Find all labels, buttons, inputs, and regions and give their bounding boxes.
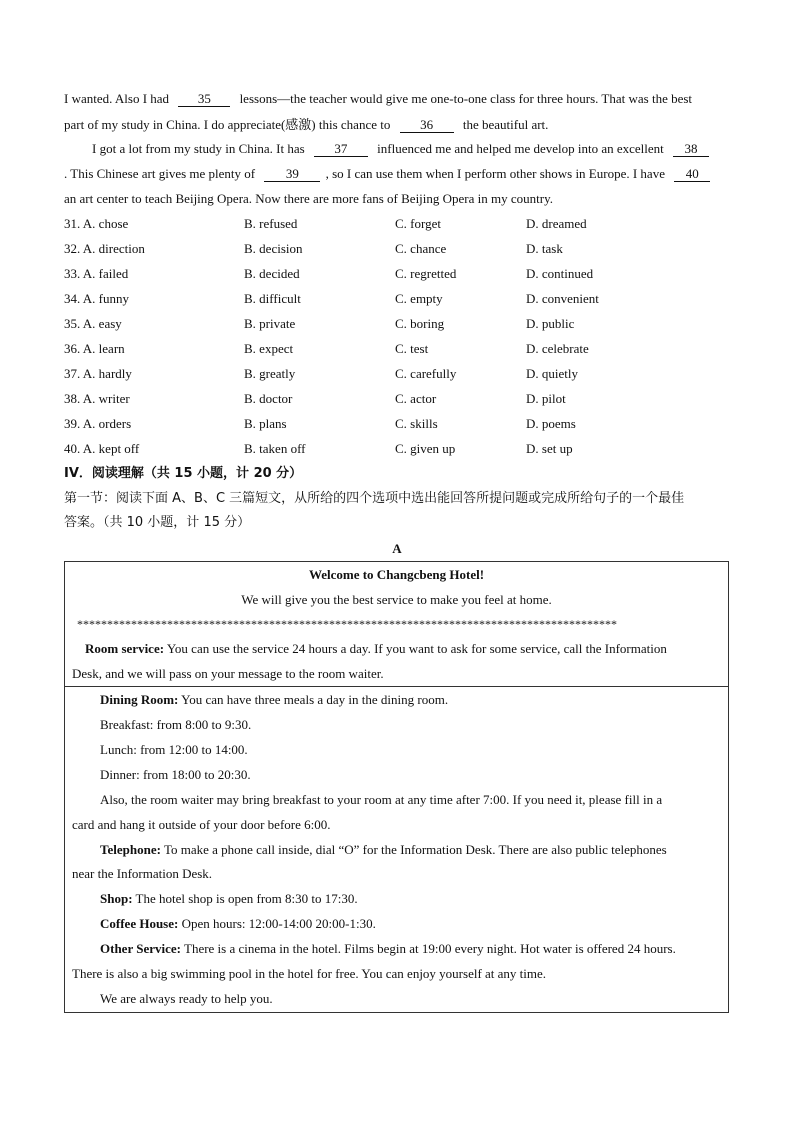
option-b: B. expect xyxy=(244,341,294,356)
shop-line xyxy=(100,890,358,908)
blank-38: 38 xyxy=(673,141,709,157)
other-service-line-1 xyxy=(100,940,676,958)
option-row xyxy=(64,415,734,433)
breakfast-room-line-2: card and hang it outside of your door before 6:00. xyxy=(72,817,331,832)
telephone-line-1 xyxy=(100,841,667,859)
option-d: D. public xyxy=(526,316,575,331)
telephone-label: Telephone: xyxy=(100,842,161,857)
option-a: 32. A. direction xyxy=(64,241,145,256)
cloze-line-2 xyxy=(64,116,548,134)
cloze-line-3 xyxy=(92,140,709,158)
option-c: C. test xyxy=(395,341,429,356)
dining-room-text: You can have three meals a day in the dining room. xyxy=(181,692,449,707)
telephone-text: To make a phone call inside, dial “O” for the Information Desk. There are also public telephones xyxy=(163,842,667,857)
option-d: D. convenient xyxy=(526,291,599,306)
other-service-text: There is a cinema in the hotel. Films begin at 19:00 every night. Hot water is offered 24 hours. xyxy=(184,941,676,956)
section-heading: IV．阅读理解（共 15 小题，计 20 分） xyxy=(64,466,303,481)
option-row xyxy=(64,440,734,458)
option-d: D. poems xyxy=(526,416,576,431)
shop-label: Shop: xyxy=(100,891,133,906)
breakfast-hours: Breakfast: from 8:00 to 9:30. xyxy=(100,717,252,732)
dining-room-line xyxy=(100,691,448,709)
lunch-hours: Lunch: from 12:00 to 14:00. xyxy=(100,742,248,757)
blank-36: 36 xyxy=(400,117,454,133)
cloze-line-1 xyxy=(64,90,692,108)
option-a: 39. A. orders xyxy=(64,416,132,431)
option-b: B. refused xyxy=(244,216,298,231)
option-c: C. forget xyxy=(395,216,441,231)
cloze-text: I got a lot from my study in China. It has xyxy=(92,141,305,156)
hotel-subtitle: We will give you the best service to make you feel at home. xyxy=(241,592,552,607)
dinner-hours: Dinner: from 18:00 to 20:30. xyxy=(100,767,251,782)
breakfast-room-line-1: Also, the room waiter may bring breakfast to your room at any time after 7:00. If you need it, please fill in a xyxy=(100,792,663,807)
cloze-text: . This Chinese art gives me plenty of xyxy=(64,166,256,181)
option-c: C. actor xyxy=(395,391,437,406)
other-service-label: Other Service: xyxy=(100,941,181,956)
option-row xyxy=(64,265,734,283)
cloze-text: I wanted. Also I had xyxy=(64,91,170,106)
option-a: 40. A. kept off xyxy=(64,441,140,456)
blank-35: 35 xyxy=(178,91,230,107)
dining-room-label: Dining Room: xyxy=(100,692,179,707)
option-c: C. skills xyxy=(395,416,438,431)
option-row xyxy=(64,290,734,308)
closing-line: We are always ready to help you. xyxy=(100,991,273,1006)
option-b: B. taken off xyxy=(244,441,306,456)
option-b: B. decided xyxy=(244,266,300,281)
option-b: B. private xyxy=(244,316,296,331)
option-b: B. decision xyxy=(244,241,303,256)
option-a: 38. A. writer xyxy=(64,391,130,406)
option-b: B. doctor xyxy=(244,391,293,406)
option-row xyxy=(64,240,734,258)
option-row xyxy=(64,340,734,358)
coffee-house-text: Open hours: 12:00-14:00 20:00-1:30. xyxy=(181,916,376,931)
option-c: C. given up xyxy=(395,441,456,456)
blank-40: 40 xyxy=(674,166,710,182)
option-d: D. celebrate xyxy=(526,341,589,356)
option-b: B. difficult xyxy=(244,291,301,306)
section-divider xyxy=(65,686,728,687)
option-d: D. set up xyxy=(526,441,573,456)
room-service-line-1 xyxy=(85,640,667,658)
option-a: 31. A. chose xyxy=(64,216,129,231)
option-a: 34. A. funny xyxy=(64,291,129,306)
cloze-text: influenced me and helped me develop into an excellent xyxy=(377,141,664,156)
option-b: B. greatly xyxy=(244,366,296,381)
option-a: 37. A. hardly xyxy=(64,366,132,381)
option-row xyxy=(64,315,734,333)
cloze-text: the beautiful art. xyxy=(462,117,549,132)
option-c: C. empty xyxy=(395,291,443,306)
cloze-text: part of my study in China. I do appreciate(感激) this chance to xyxy=(64,117,391,132)
cloze-line-5: an art center to teach Beijing Opera. Now there are more fans of Beijing Opera in my country. xyxy=(64,191,553,206)
option-row xyxy=(64,215,734,233)
option-a: 33. A. failed xyxy=(64,266,129,281)
coffee-house-label: Coffee House: xyxy=(100,916,179,931)
option-d: D. continued xyxy=(526,266,594,281)
hotel-notice-box xyxy=(64,561,729,1013)
option-c: C. boring xyxy=(395,316,445,331)
option-d: D. dreamed xyxy=(526,216,587,231)
star-divider: ****************************************************************************************** xyxy=(77,617,617,631)
cloze-text: , so I can use them when I perform other shows in Europe. I have xyxy=(325,166,665,181)
other-service-line-2: There is also a big swimming pool in the hotel for free. You can enjoy yourself at any time. xyxy=(72,966,547,981)
option-c: C. carefully xyxy=(395,366,457,381)
section-instructions-line-1: 第一节：阅读下面 A、B、C 三篇短文，从所给的四个选项中选出能回答所提问题或完成所给句子的一个最佳 xyxy=(64,491,685,506)
telephone-line-2: near the Information Desk. xyxy=(72,866,213,881)
passage-label: A xyxy=(392,541,402,556)
cloze-text: lessons—the teacher would give me one-to-one class for three hours. That was the best xyxy=(239,91,693,106)
option-d: D. quietly xyxy=(526,366,578,381)
option-c: C. chance xyxy=(395,241,447,256)
room-service-line-2: Desk, and we will pass on your message to the room waiter. xyxy=(72,666,384,681)
option-row xyxy=(64,390,734,408)
section-instructions-line-2: 答案。（共 10 小题，计 15 分） xyxy=(64,515,251,530)
cloze-line-4 xyxy=(64,165,710,183)
option-a: 35. A. easy xyxy=(64,316,122,331)
shop-text: The hotel shop is open from 8:30 to 17:30. xyxy=(135,891,358,906)
option-d: D. task xyxy=(526,241,563,256)
option-c: C. regretted xyxy=(395,266,457,281)
hotel-title: Welcome to Changcbeng Hotel! xyxy=(308,567,485,582)
coffee-house-line xyxy=(100,915,376,933)
room-service-text: You can use the service 24 hours a day. If you want to ask for some service, call the Information xyxy=(166,641,667,656)
blank-39: 39 xyxy=(264,166,320,182)
option-a: 36. A. learn xyxy=(64,341,125,356)
room-service-label: Room service: xyxy=(85,641,165,656)
option-row xyxy=(64,365,734,383)
blank-37: 37 xyxy=(314,141,368,157)
option-d: D. pilot xyxy=(526,391,566,406)
option-b: B. plans xyxy=(244,416,287,431)
